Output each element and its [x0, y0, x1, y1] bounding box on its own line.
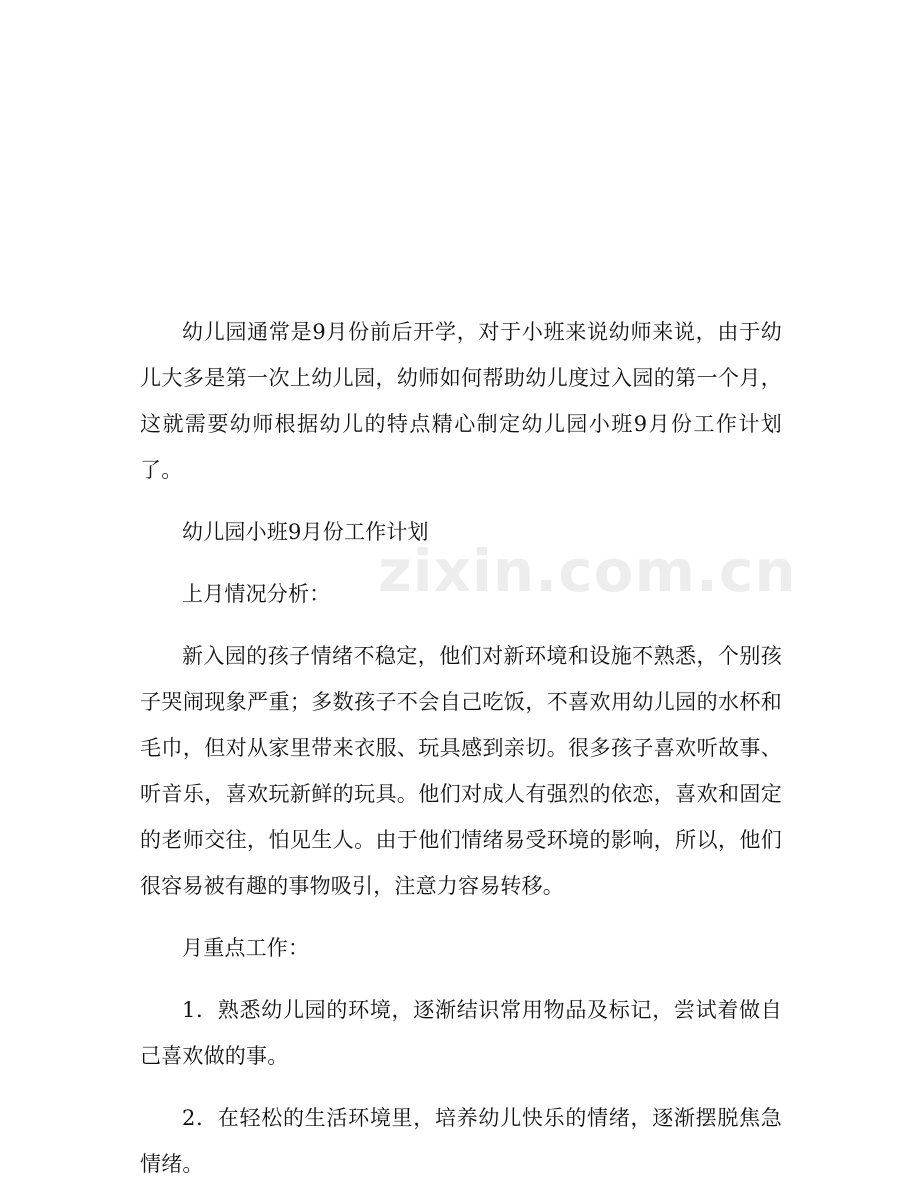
intro-paragraph: 幼儿园通常是9月份前后开学，对于小班来说幼师来说，由于幼儿大多是第一次上幼儿园，幼师如何帮助幼儿度过入园的第一个月，这就需要幼师根据幼儿的特点精心制定幼儿园小班9月份工作计划了。 — [140, 320, 782, 482]
section-heading-key-work: 月重点工作： — [182, 936, 310, 960]
watermark: zixin.com.cn — [378, 537, 797, 605]
analysis-paragraph: 新入园的孩子情绪不稳定，他们对新环境和设施不熟悉，个别孩子哭闹现象严重；多数孩子不会自己吃饭，不喜欢用幼儿园的水杯和毛巾，但对从家里带来衣服、玩具感到亲切。很多孩子喜欢听故事、听音乐，喜欢玩新鲜的玩具。他们对成人有强烈的依恋，喜欢和固定的老师交往，怕见生人。由于他们情绪易受环境的影响，所以，他们很容易被有趣的事物吸引，注意力容易转移。 — [140, 644, 782, 898]
document-body — [140, 309, 782, 1203]
document-title: 幼儿园小班9月份工作计划 — [182, 520, 429, 544]
key-work-item-2: 2．在轻松的生活环境里，培养幼儿快乐的情绪，逐渐摆脱焦急情绪。 — [140, 1106, 782, 1176]
section-heading-last-month: 上月情况分析： — [182, 582, 331, 606]
key-work-item-1: 1．熟悉幼儿园的环境，逐渐结识常用物品及标记，尝试着做自己喜欢做的事。 — [140, 998, 782, 1068]
